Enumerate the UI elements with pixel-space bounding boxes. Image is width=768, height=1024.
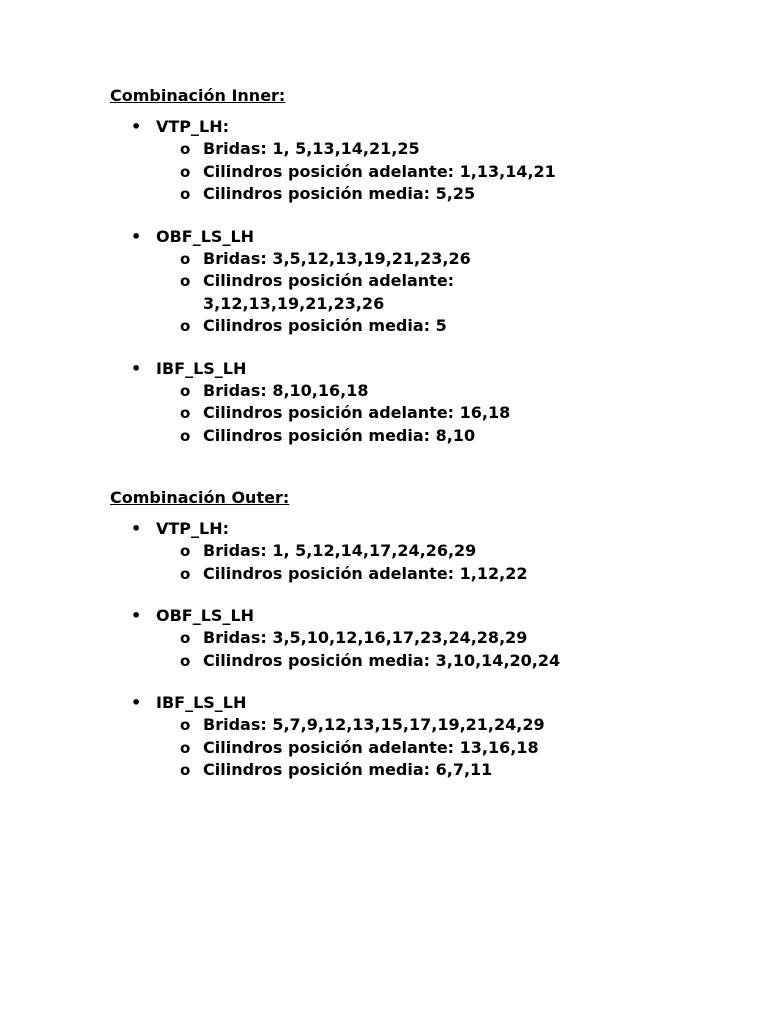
section-title: Combinación Inner:	[110, 86, 286, 105]
group-label: VTP_LH:	[156, 519, 230, 538]
item-text: Cilindros posición media: 8,10	[203, 425, 476, 445]
list-item	[110, 759, 730, 782]
item-text: Bridas: 1, 5,13,14,21,25	[203, 139, 420, 158]
item-text: Cilindros posición adelante: 13,16,18	[203, 737, 539, 757]
item-text: Bridas: 8,10,16,18	[203, 380, 369, 400]
bullet-icon: •	[131, 226, 142, 246]
group-ibf-ls-lh	[110, 692, 730, 782]
item-text: Cilindros posición adelante: 1,13,14,21	[203, 161, 556, 181]
group-label: IBF_LS_LH	[156, 358, 247, 378]
list-item	[110, 161, 730, 184]
sub-bullet-icon: o	[180, 162, 191, 181]
sub-bullet-icon: o	[180, 542, 191, 560]
group-vtp-lh	[110, 116, 730, 206]
bullet-icon: •	[131, 693, 142, 712]
list-item	[110, 737, 730, 760]
section-inner	[110, 86, 730, 447]
list-item	[110, 402, 730, 425]
group-obf-ls-lh	[110, 226, 730, 338]
sub-bullet-icon: o	[180, 738, 191, 757]
item-text: Cilindros posición media: 6,7,11	[203, 760, 493, 779]
item-list	[110, 540, 730, 585]
item-list	[110, 714, 730, 782]
item-text: Cilindros posición media: 3,10,14,20,24	[203, 650, 561, 670]
sub-bullet-icon: o	[180, 272, 191, 290]
list-item	[110, 183, 730, 206]
item-text: Cilindros posición media: 5	[203, 316, 447, 335]
group-header	[110, 116, 730, 138]
list-item	[110, 540, 730, 563]
sub-bullet-icon: o	[180, 185, 191, 203]
item-text: Bridas: 3,5,10,12,16,17,23,24,28,29	[203, 628, 528, 647]
group-label: VTP_LH:	[156, 117, 230, 136]
sub-bullet-icon: o	[180, 426, 191, 445]
list-item	[110, 650, 730, 673]
sub-bullet-icon: o	[180, 249, 191, 268]
item-text: Cilindros posición media: 5,25	[203, 184, 476, 203]
list-item	[110, 315, 730, 338]
sub-bullet-icon: o	[180, 651, 191, 670]
item-text: Cilindros posición adelante: 16,18	[203, 403, 511, 422]
list-item	[110, 563, 730, 586]
list-item	[110, 270, 730, 315]
item-list	[110, 248, 730, 338]
list-item	[110, 380, 730, 403]
list-item	[110, 714, 730, 737]
list-item	[110, 627, 730, 650]
group-label: OBF_LS_LH	[156, 606, 255, 625]
group-header	[110, 692, 730, 714]
item-list	[110, 138, 730, 206]
section-outer	[110, 488, 730, 782]
group-header	[110, 226, 730, 248]
item-text: Cilindros posición adelante: 1,12,22	[203, 563, 528, 583]
sub-bullet-icon: o	[180, 140, 191, 158]
section-title: Combinación Outer:	[110, 488, 290, 507]
group-vtp-lh	[110, 518, 730, 585]
group-header	[110, 358, 730, 380]
bullet-icon: •	[131, 358, 142, 378]
group-label: IBF_LS_LH	[156, 693, 247, 712]
sub-bullet-icon: o	[180, 317, 191, 335]
list-item	[110, 138, 730, 161]
item-list	[110, 627, 730, 672]
sub-bullet-icon: o	[180, 716, 191, 734]
item-text: Cilindros posición adelante: 3,12,13,19,21,23,26	[203, 271, 455, 313]
sub-bullet-icon: o	[180, 761, 191, 779]
sub-bullet-icon: o	[180, 404, 191, 422]
item-text: Bridas: 5,7,9,12,13,15,17,19,21,24,29	[203, 715, 545, 734]
item-text: Bridas: 3,5,12,13,19,21,23,26	[203, 248, 471, 268]
group-header	[110, 605, 730, 627]
sub-bullet-icon: o	[180, 629, 191, 647]
item-text: Bridas: 1, 5,12,14,17,24,26,29	[203, 541, 477, 560]
list-item	[110, 248, 730, 271]
group-ibf-ls-lh	[110, 358, 730, 448]
group-header	[110, 518, 730, 540]
group-obf-ls-lh	[110, 605, 730, 672]
bullet-icon: •	[131, 117, 142, 136]
item-list	[110, 380, 730, 448]
bullet-icon: •	[131, 606, 142, 625]
group-label: OBF_LS_LH	[156, 226, 255, 246]
sub-bullet-icon: o	[180, 381, 191, 400]
sub-bullet-icon: o	[180, 564, 191, 583]
list-item	[110, 425, 730, 448]
bullet-icon: •	[131, 519, 142, 538]
